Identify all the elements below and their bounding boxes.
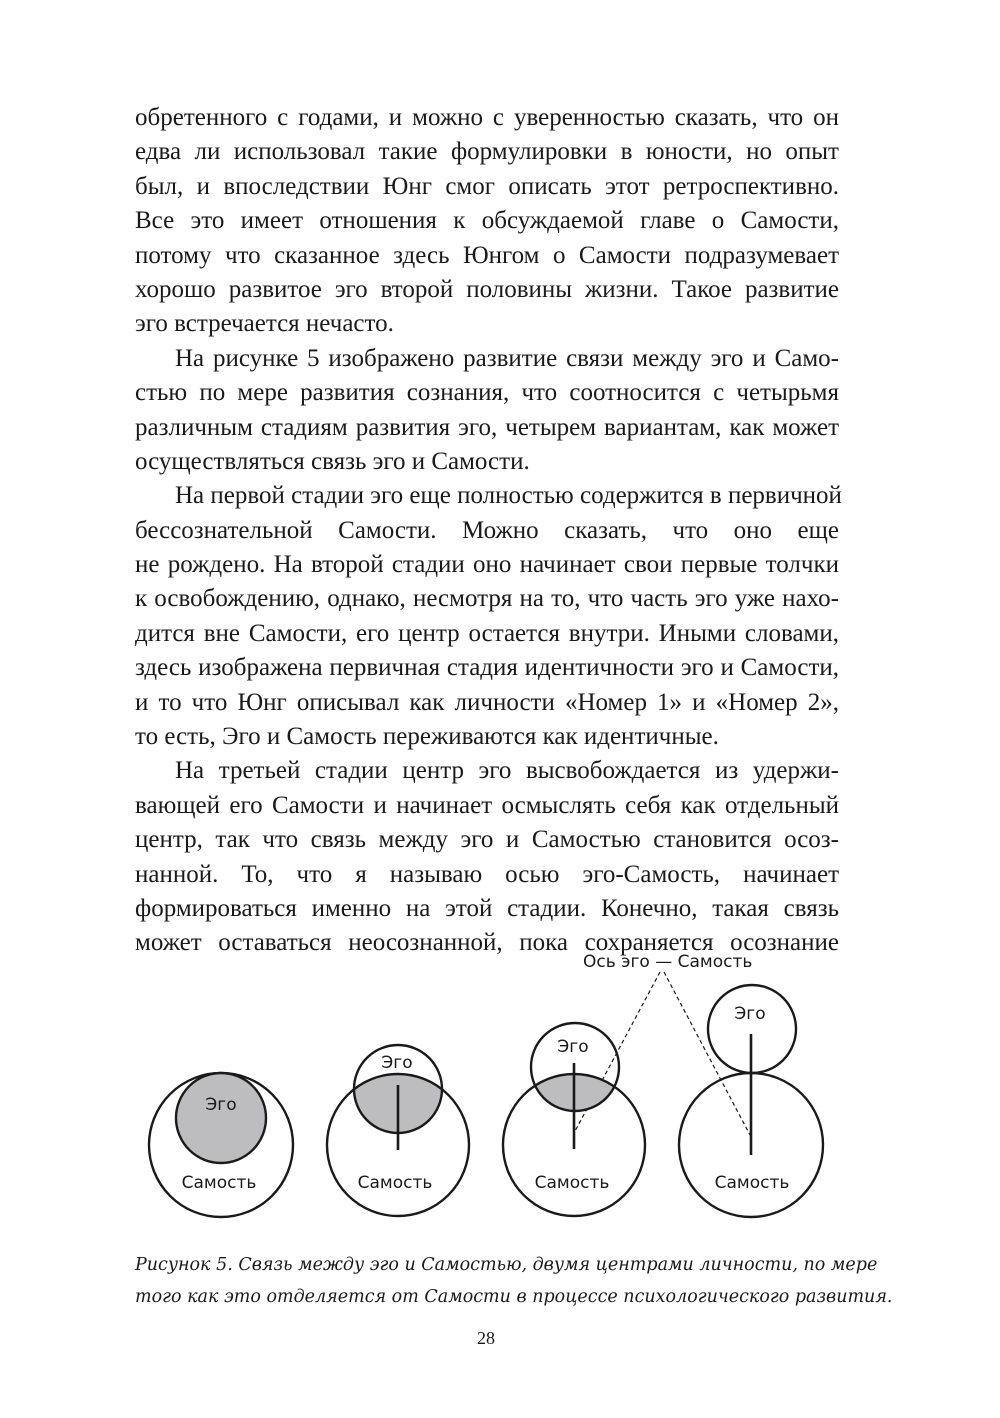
text-line: к освобождению, однако, несмотря на то, что часть эго уже нахо- bbox=[135, 585, 839, 613]
text-line: то есть, Эго и Самость переживаются как идентичные. bbox=[135, 723, 719, 751]
axis-label: Ось эго — Самость bbox=[583, 952, 753, 972]
text-line: На первой стадии эго еще полностью содержится в первичной bbox=[175, 482, 842, 510]
paragraph-3 bbox=[135, 479, 842, 754]
ego-label: Эго bbox=[205, 1095, 237, 1115]
text-line: и то что Юнг описывал как личности «Номер 1» и «Номер 2», bbox=[135, 688, 839, 716]
diagram-svg bbox=[0, 930, 1000, 1240]
text-line: не рождено. На второй стадии оно начинает свои первые толчки bbox=[135, 551, 839, 579]
ego-label: Эго bbox=[557, 1037, 589, 1057]
text-line: На третьей стадии центр эго высвобождается из удержи- bbox=[175, 757, 839, 785]
self-label: Самость bbox=[181, 1173, 257, 1193]
body-text bbox=[135, 101, 842, 961]
text-line: потому что сказанное здесь Юнгом о Самости подразумевает bbox=[135, 241, 839, 269]
text-line: осуществляться связь эго и Самости. bbox=[135, 447, 530, 475]
self-label: Самость bbox=[714, 1173, 790, 1193]
text-line: нанной. То, что я называю осью эго-Самость, начинает bbox=[135, 860, 839, 888]
caption-line: Рисунок 5. Связь между эго и Самостью, двумя центрами личности, по мере bbox=[135, 1255, 878, 1275]
text-line: хорошо развитое эго второй половины жизни. Такое развитие bbox=[135, 275, 839, 303]
axis-pointer-stage-4 bbox=[664, 972, 750, 1135]
text-line: был, и впоследствии Юнг смог описать этот ретроспективно. bbox=[135, 172, 839, 200]
text-line: формироваться именно на этой стадии. Конечно, такая связь bbox=[135, 894, 839, 922]
text-line: здесь изображена первичная стадия идентичности эго и Самости, bbox=[135, 654, 839, 682]
stage-2 bbox=[327, 1045, 469, 1216]
figure-ego-self-diagram bbox=[0, 930, 1000, 1240]
text-line: дится вне Самости, его центр остается внутри. Иными словами, bbox=[135, 619, 839, 647]
self-label: Самость bbox=[357, 1173, 433, 1193]
text-line: вающей его Самости и начинает осмыслять себя как отдельный bbox=[135, 791, 839, 819]
text-line: На рисунке 5 изображено развитие связи между эго и Само- bbox=[175, 344, 839, 372]
stage-3 bbox=[503, 1023, 645, 1216]
stage-4 bbox=[679, 985, 823, 1217]
stage-1 bbox=[149, 1073, 293, 1217]
ego-label: Эго bbox=[381, 1053, 413, 1073]
text-line: эго встречается нечасто. bbox=[135, 310, 394, 338]
text-line: может оставаться неосознанной, пока сохраняется осознание bbox=[135, 929, 839, 957]
text-line: стью по мере развития сознания, что соотносится с четырьмя bbox=[135, 379, 839, 407]
figure-caption bbox=[135, 1249, 893, 1313]
ego-label: Эго bbox=[734, 1004, 766, 1024]
caption-line: того как это отделяется от Самости в процессе психологического развития. bbox=[135, 1287, 893, 1307]
text-line: Все это имеет отношения к обсуждаемой главе о Самости, bbox=[135, 207, 839, 235]
page-number: 28 bbox=[477, 1328, 495, 1348]
text-line: едва ли использовал такие формулировки в юности, но опыт bbox=[135, 138, 839, 166]
text-line: бессознательной Самости. Можно сказать, что оно еще bbox=[135, 516, 839, 544]
self-label: Самость bbox=[534, 1173, 610, 1193]
ego-circle bbox=[176, 1073, 266, 1163]
text-line: различным стадиям развития эго, четырем вариантам, как может bbox=[135, 413, 839, 441]
paragraph-1 bbox=[135, 101, 839, 342]
paragraph-2 bbox=[135, 342, 839, 480]
text-line: обретенного с годами, и можно с уверенностью сказать, что он bbox=[135, 104, 839, 131]
text-line: центр, так что связь между эго и Самостью становится осоз- bbox=[135, 826, 839, 854]
